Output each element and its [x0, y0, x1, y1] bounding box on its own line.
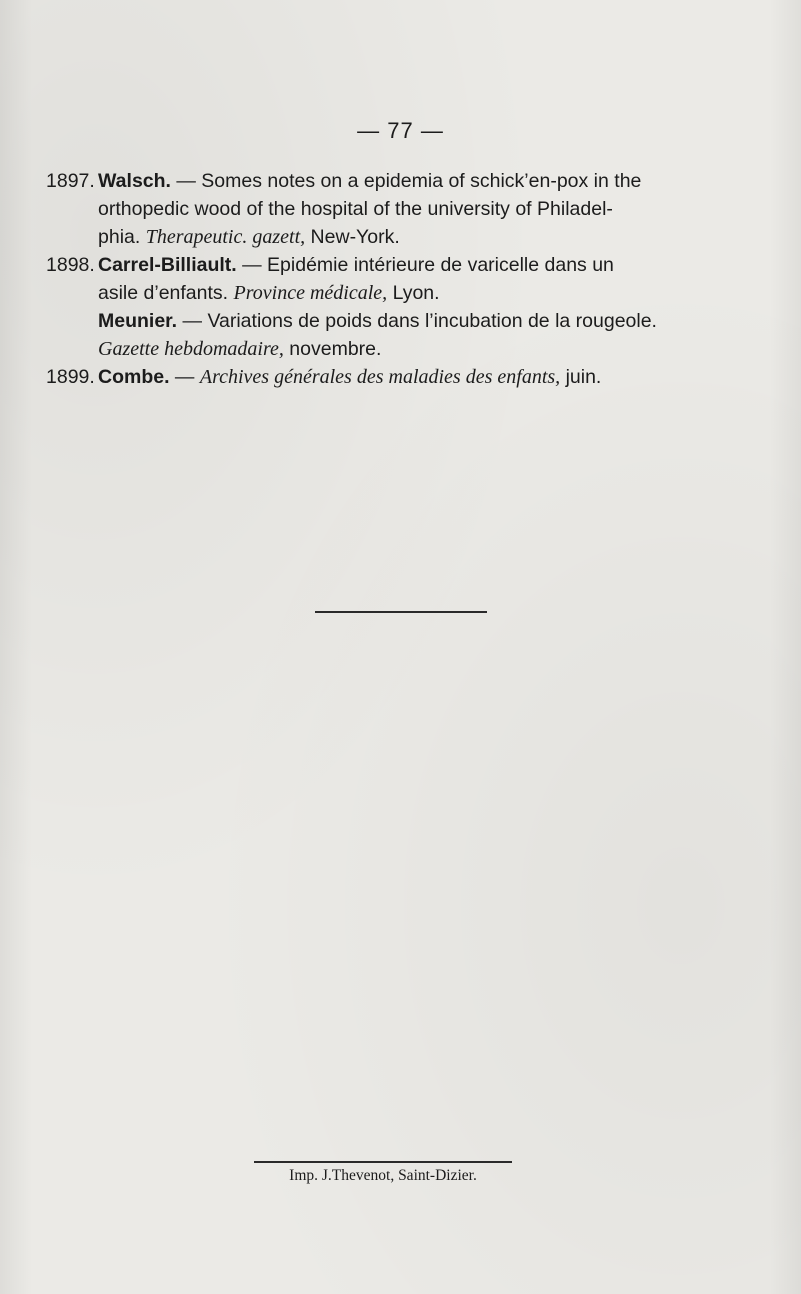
entry-place: New-York.: [305, 226, 400, 248]
entry-line: [46, 223, 746, 251]
entry-year: 1898.: [46, 254, 95, 276]
page-number: — 77 —: [357, 118, 444, 143]
entry-journal: Archives générales des maladies des enfants,: [199, 366, 561, 388]
entry-title-text: phia.: [98, 226, 146, 248]
entry-line: [46, 167, 746, 195]
bibliography-entry-combe: [46, 363, 746, 391]
entry-line: [46, 251, 746, 279]
bibliography-list: [46, 167, 746, 391]
entry-date: juin.: [560, 366, 602, 388]
entry-journal: Province médicale,: [233, 282, 388, 304]
entry-title-text: — Variations de poids dans l’incubation de la rougeole.: [177, 310, 657, 332]
entry-author: Meunier.: [98, 310, 178, 332]
entry-title-text: — Epidémie intérieure de varicelle dans un: [236, 254, 614, 276]
entry-line: [46, 307, 746, 335]
entry-line: orthopedic wood of the hospital of the university of Philadel-: [98, 198, 613, 220]
bibliography-entry-meunier: [46, 307, 746, 363]
entry-line: [46, 363, 746, 391]
entry-author: Carrel-Billiault.: [98, 254, 237, 276]
section-divider: [315, 611, 487, 613]
entry-journal: Gazette hebdomadaire,: [98, 338, 284, 360]
entry-year: 1899.: [46, 366, 95, 388]
entry-separator: —: [169, 366, 200, 388]
printer-imprint: Imp. J.Thevenot, Saint-Dizier.: [289, 1167, 477, 1184]
entry-title-text: asile d’enfants.: [98, 282, 234, 304]
bibliography-entry-walsch: [46, 167, 746, 251]
entry-year: 1897.: [46, 170, 95, 192]
entry-author: Walsch.: [98, 170, 171, 192]
entry-title-text: — Somes notes on a epidemia of schick’en-pox in the: [170, 170, 642, 192]
bibliography-entry-carrel-billiault: [46, 251, 746, 307]
entry-journal: Therapeutic. gazett,: [145, 226, 306, 248]
entry-date: novembre.: [283, 338, 382, 360]
entry-author: Combe.: [98, 366, 170, 388]
imprint-rule: [254, 1161, 512, 1163]
entry-line: [46, 279, 746, 307]
entry-place: Lyon.: [387, 282, 440, 304]
entry-line: [46, 335, 746, 363]
